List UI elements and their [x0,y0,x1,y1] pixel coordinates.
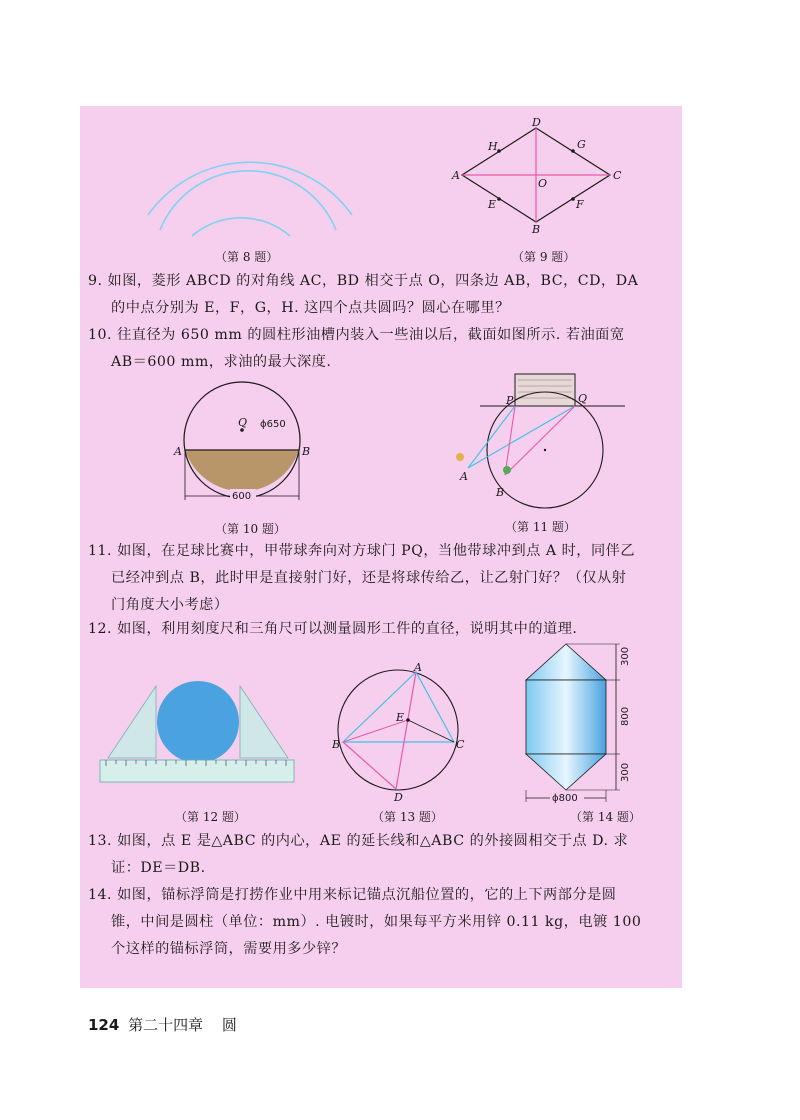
label-diameter: ϕ650 [260,419,286,430]
goal-net [515,374,575,406]
figure-13 [328,662,478,802]
figure-11 [440,372,630,507]
cylinder [526,680,606,754]
page-number: 124 [88,1016,120,1034]
caption-fig13: （第 13 题） [372,810,443,824]
label-f: F [576,198,584,211]
label-width: 600 [232,491,252,502]
player-a [456,453,464,461]
label-d: D [394,791,403,804]
label-b: B [496,486,505,499]
top-cone [526,644,606,680]
label-bottom-height: 300 [620,762,631,782]
figure-10 [170,368,320,518]
page-footer [88,1014,237,1035]
caption-fig8: （第 8 题） [215,250,279,264]
label-b: B [532,223,541,236]
caption-fig14: （第 14 题） [570,810,641,824]
label-top-height: 300 [620,646,631,666]
caption-fig11: （第 11 题） [505,520,576,534]
figure-14 [520,640,640,805]
inner-arc [192,218,290,236]
label-q: Q [578,392,588,405]
workpiece-disk [157,681,239,763]
label-mid-height: 800 [620,706,631,726]
figure-9 [450,116,630,236]
player-b [503,466,511,474]
left-set-square [108,686,156,758]
question-10: 10. 往直径为 650 mm 的圆柱形油槽内装入一些油以后，截面如图所示. 若油面宽 AB＝600 mm，求油的最大深度. [88,327,625,370]
bottom-cone [526,754,606,790]
label-a: A [174,445,182,458]
label-g: G [577,138,586,151]
label-a: A [452,169,460,182]
question-14: 14. 如图，锚标浮筒是打捞作业中用来标记锚点沉船位置的，它的上下两部分是圆 锥，中间是圆柱（单位：mm）. 电镀时，如果每平方米用锌 0.11 kg，电镀 100 个这样的锚标浮筒，需要用多少锌？ [88,887,642,957]
ruler [100,760,294,782]
label-a: A [414,661,422,674]
label-q: Q [238,416,248,429]
section-title: 圆 [221,1016,237,1034]
caption-fig10: （第 10 题） [215,522,286,536]
figure-8 [140,140,360,240]
triangle-abc [343,672,454,742]
label-a: A [460,470,468,483]
label-h: H [488,140,498,153]
question-13: 13. 如图，点 E 是△ABC 的内心，AE 的延长线和△ABC 的外接圆相交于点 D. 求 证：DE＝DB. [88,833,629,876]
label-c: C [613,169,622,182]
label-d: D [532,116,541,129]
question-12: 12. 如图，利用刻度尺和三角尺可以测量圆形工件的直径，说明其中的道理. [88,621,578,637]
caption-fig9: （第 9 题） [512,250,576,264]
figure-12 [98,680,298,790]
label-b: B [302,445,311,458]
caption-fig12: （第 12 题） [175,810,246,824]
label-diameter: ϕ800 [552,793,578,804]
question-11: 11. 如图，在足球比赛中，甲带球奔向对方球门 PQ，当他带球冲到点 A 时，同伴乙 已经冲到点 B，此时甲是直接射门好，还是将球传给乙，让乙射门好？（仅从射 门角度大小考虑） [88,543,636,613]
chapter-title: 第二十四章 [128,1016,204,1034]
oil-region [185,450,299,491]
label-p: P [506,394,514,407]
label-o: O [538,177,548,190]
label-c: C [456,738,465,751]
label-e: E [488,198,497,211]
question-9: 9. 如图，菱形 ABCD 的对角线 AC，BD 相交于点 O，四条边 AB，BC，CD，DA 的中点分别为 E，F，G，H. 这四个点共圆吗？圆心在哪里？ [88,273,639,316]
label-e: E [396,711,405,724]
label-b: B [332,738,341,751]
right-set-square [240,686,288,758]
